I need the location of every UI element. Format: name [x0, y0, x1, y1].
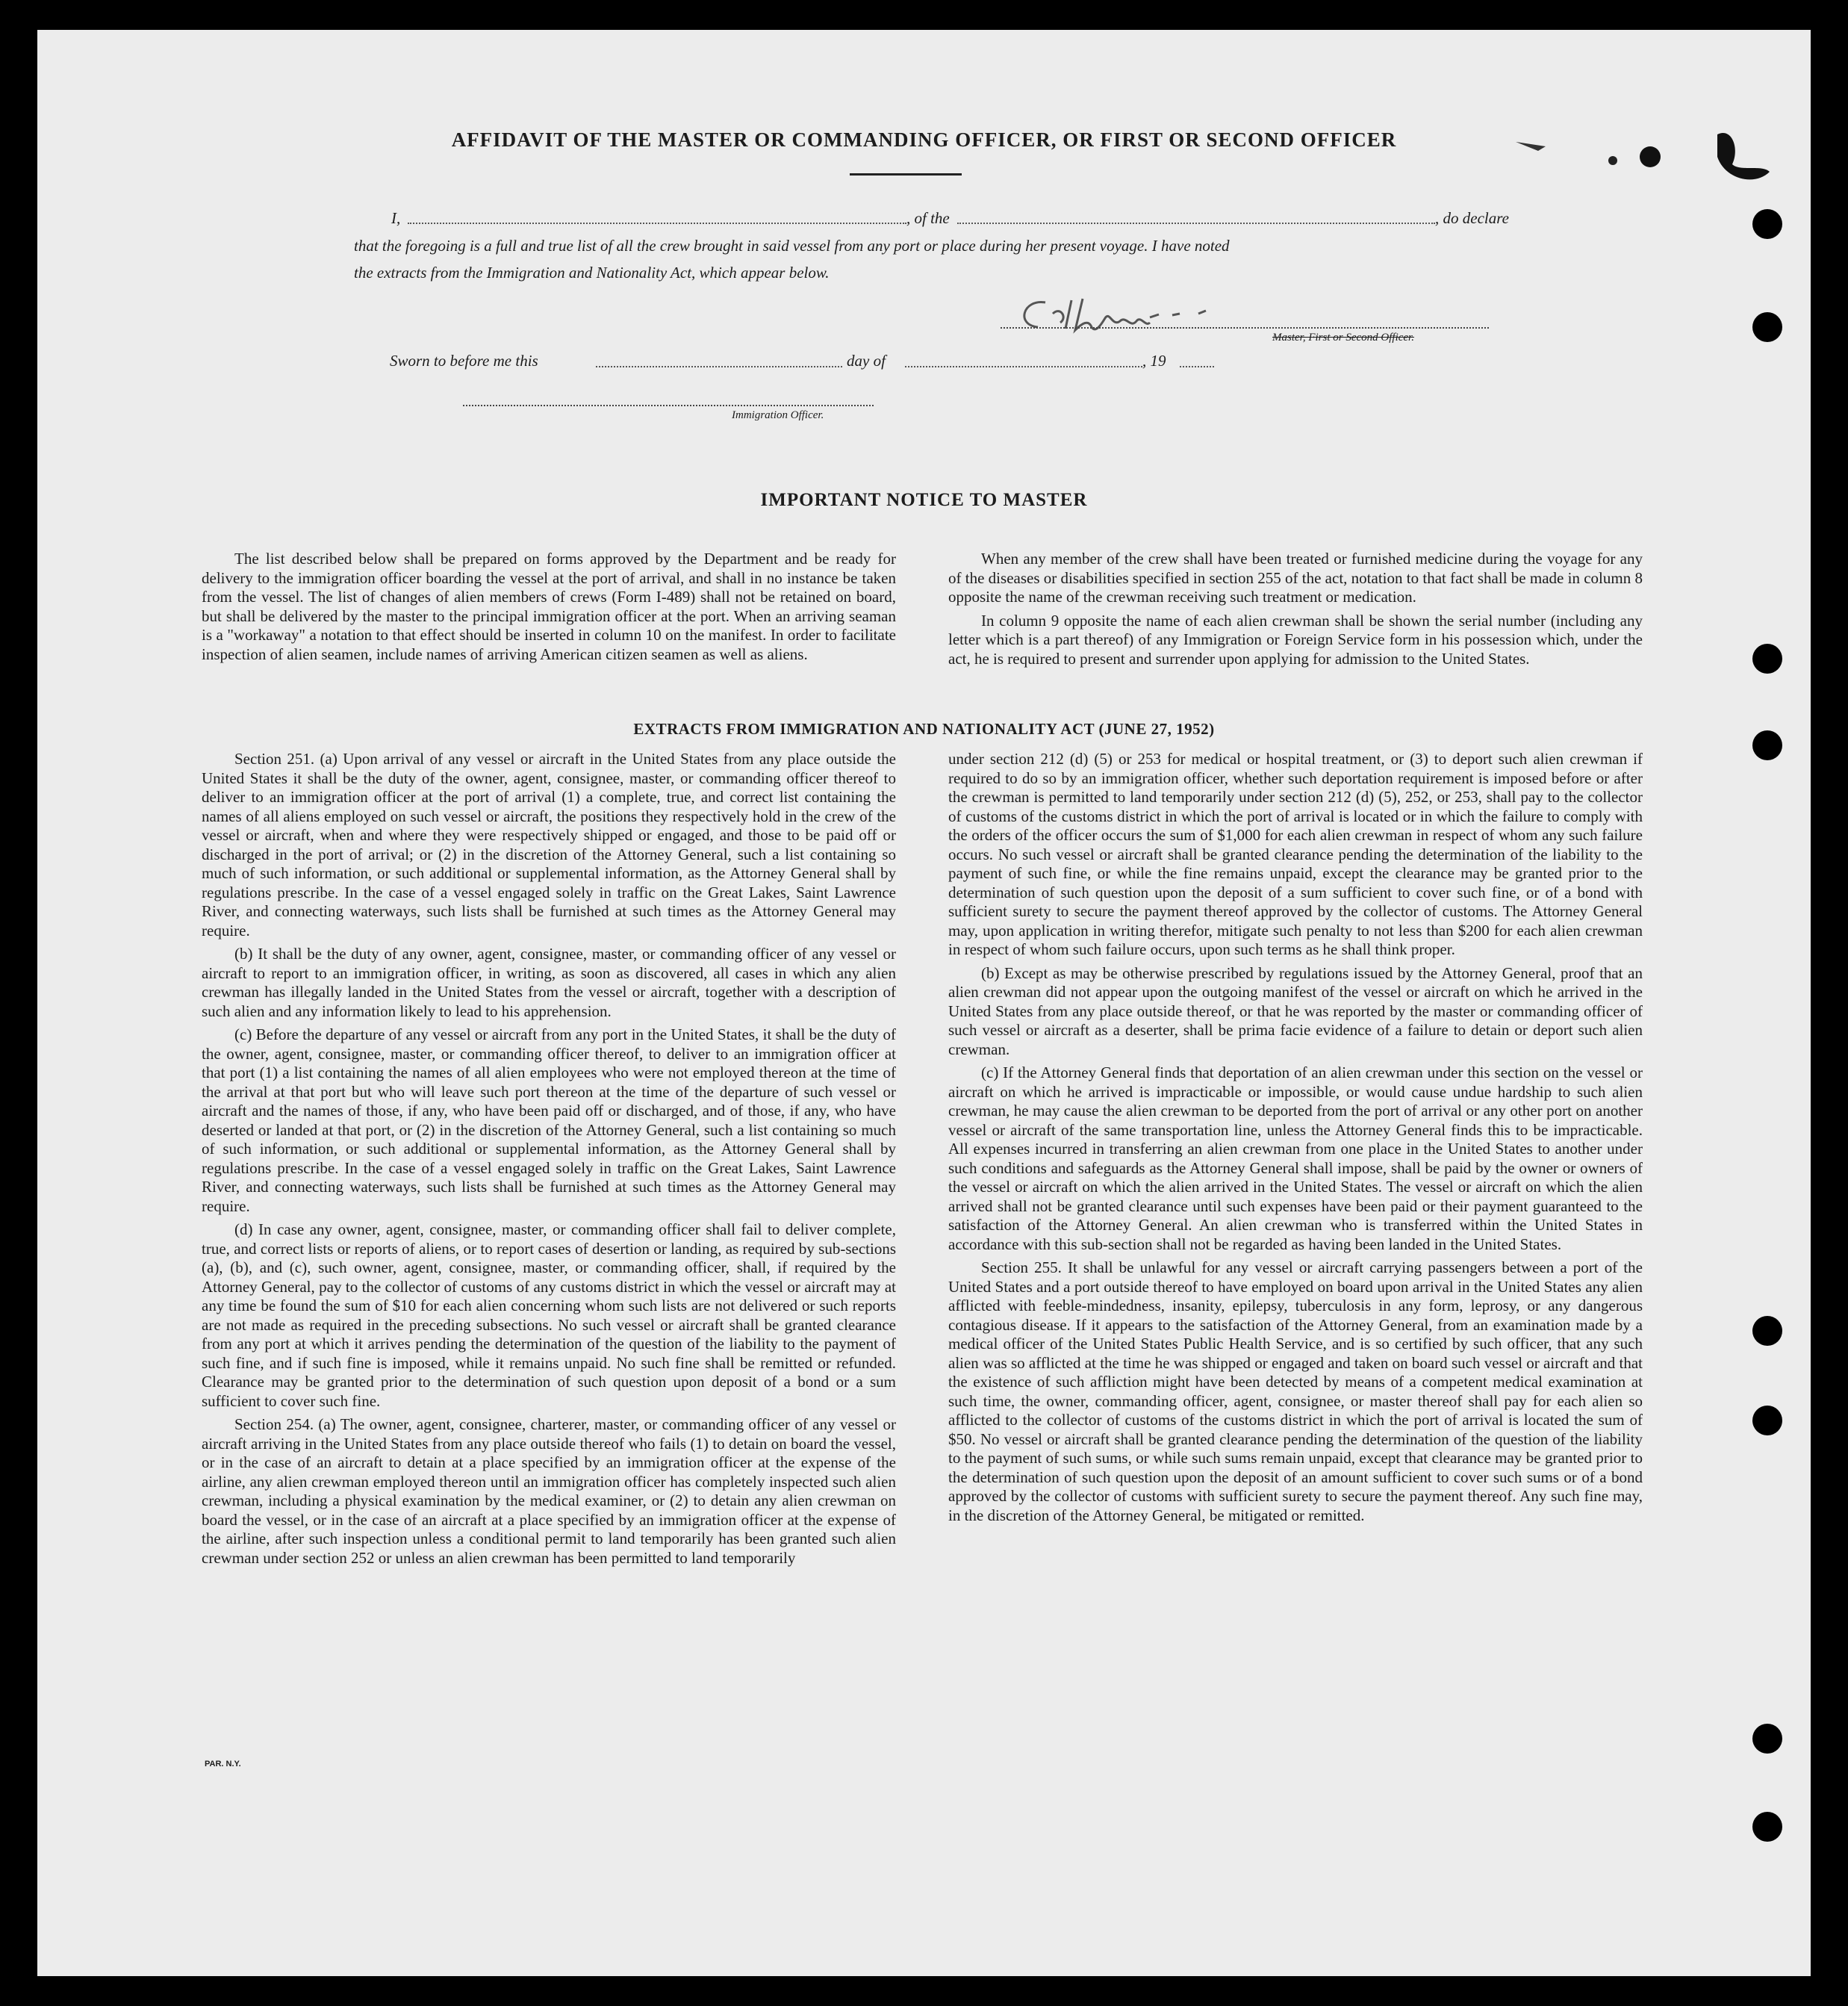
notice-paragraph: The list described below shall be prepared on forms approved by the Department and be ready for delivery to the immigration officer boarding the vessel at the port of arrival, and shall in no instance be taken from the vessel. The list of changes of alien members of crews (Form I-489) shall not be retained on board, but shall be delivered by the master to the principal immigration officer at the port. When an arriving seaman is a "workaway" a notation to that effect should be inserted in column 10 on the manifest. In order to facilitate inspection of alien seamen, include names of arriving American citizen seamen as well as aliens. [202, 550, 896, 663]
notice-paragraph: When any member of the crew shall have been treated or furnished medicine during the voyage for any of the diseases or disabilities specified in section 255 of the act, notation to that fact shall be made in column 8 opposite the name of the crewman receiving such treatment or medication. [948, 550, 1643, 606]
affidavit-statement: that the foregoing is a full and true list of all the crew brought in said vessel from any port or place during her present voyage. I have noted [354, 237, 1230, 255]
sworn-day-field[interactable] [596, 366, 842, 367]
section-251d: (d) In case any owner, agent, consignee, master, or commanding officer shall fail to deliver complete, true, and correct lists or reports of aliens, or to report cases of desertion or landing, as required by sub-sections (a), (b), and (c), such owner, agent, consignee, master, or commanding officer, shall, if required by the Attorney General, pay to the collector of customs of any customs district in which the vessel or aircraft may at any time be found the sum of $10 for each alien concerning whom such lists are not delivered or such reports are not made as required in the preceding subsections. No such vessel or aircraft shall be granted clearance from any port at which it arrives pending the determination of the question of the liability to the payment of such fine, and if such fine is imposed, while it remains unpaid. No such fine shall be remitted or refunded. Clearance may be granted prior to the determination of such question upon deposit of a bond or a sum sufficient to cover such fine. [202, 1220, 896, 1410]
officer-signature-line[interactable] [463, 405, 874, 406]
binder-hole [1752, 1812, 1782, 1842]
affidavit-statement-cont: the extracts from the Immigration and Nationality Act, which appear below. [354, 264, 830, 282]
notice-title: IMPORTANT NOTICE TO MASTER [760, 490, 1088, 510]
sworn-year-field[interactable] [1180, 366, 1214, 367]
section-254b: (b) Except as may be otherwise prescribed by regulations issued by the Attorney General, proof that an alien crewman did not appear upon the outgoing manifest of the vessel or aircraft on which he arrived in the United States from any place outside thereof, or that he was reported by the master or commanding officer of such vessel or aircraft as a deserter, shall be prima facie evidence of a failure to detain or deport such alien crewman. [948, 963, 1643, 1058]
notice-paragraph: In column 9 opposite the name of each alien crewman shall be shown the serial number (including any letter which is a part thereof) of any Immigration or Foreign Service form in his possession which, under the act, he is required to present and surrender upon applying for admission to the United States. [948, 611, 1643, 668]
printer-mark: PAR. N.Y. [205, 1760, 241, 1769]
section-251a: Section 251. (a) Upon arrival of any vessel or aircraft in the United States from any place outside the United States it shall be the duty of the owner, agent, consignee, master, or commanding officer thereof to deliver to an immigration officer at the port of arrival (1) a complete, true, and correct list containing the names of all aliens employed on such vessel or aircraft, the positions they respectively hold in the crew of the vessel or aircraft, when and where they were respectively shipped or engaged, and those to be paid off or discharged in the port of arrival; or (2) in the discretion of the Attorney General, such a list containing so much of such information, or such additional or supplemental information, as the Attorney General shall by regulations prescribe. In the case of a vessel engaged solely in traffic on the Great Lakes, Saint Lawrence River, and connecting waterways, such lists shall be furnished at such times as the Attorney General may require. [202, 750, 896, 940]
section-255: Section 255. It shall be unlawful for any vessel or aircraft carrying passengers between a port of the United States and a port outside thereof to have employed on board upon arrival in the United States any alien afflicted with feeble-mindedness, insanity, epilepsy, tuberculosis in any form, leprosy, or any dangerous contagious disease. If it appears to the satisfaction of the Attorney General, from an examination made by a medical officer of the United States Public Health Service, and is so certified by such officer, that any such alien was so afflicted at the time he was shipped or engaged and taken on board such vessel or aircraft and that the existence of such affliction might have been detected by means of a competent medical examination at such time, the owner, commanding officer, agent, consignee, or master thereof shall pay for each alien so afflicted to the collector of customs of the customs district in which the port of arrival is located the sum of $50. No vessel or aircraft shall be granted clearance pending the determination of the question of the liability to the payment of such sums, or while such sums remain unpaid, except that clearance may be granted prior to the determination of such question upon the deposit of an amount sufficient to cover such sums or of a bond approved by the collector of customs with sufficient surety to secure the payment thereof. Any such fine may, in the discretion of the Attorney General, be mitigated or remitted. [948, 1258, 1643, 1524]
year-prefix: , 19 [1142, 352, 1166, 370]
binder-hole [1752, 1724, 1782, 1754]
sworn-month-field[interactable] [905, 366, 1142, 367]
binder-hole [1752, 1316, 1782, 1346]
title-rule [850, 173, 962, 176]
binder-hole [1752, 209, 1782, 239]
do-declare-label: , do declare [1435, 209, 1509, 227]
document-page [37, 30, 1811, 1976]
section-254c: (c) If the Attorney General finds that deportation of an alien crewman under this section on the vessel or aircraft on which he arrived is impracticable or impossible, or would cause undue hardship to such alien crewman, he may cause the alien crewman to be deported from the port of arrival or any other port on another vessel or aircraft of the same transportation line, unless the Attorney General finds this to be impracticable. All expenses incurred in transferring an alien crewman from one place in the United States to another under such conditions and safeguards as the Attorney General shall impose, shall be paid by the owner or owners of the vessel or aircraft on which the alien arrived in the United States. The vessel or aircraft on which the alien arrived shall not be granted clearance until such expenses have been paid or their payment guaranteed to the satisfaction of the Attorney General. An alien crewman who is transferred within the United States in accordance with this sub-section shall not be regarded as having been landed in the United States. [948, 1063, 1643, 1253]
notice-right-column [948, 550, 1643, 668]
extracts-right-column [948, 750, 1643, 1525]
section-251c: (c) Before the departure of any vessel or aircraft from any port in the United States, it shall be the duty of the owner, agent, consignee, master, or commanding officer thereof, to deliver to an immigration officer at that port (1) a list containing the names of all alien employees who were not employed thereon at the time of the arrival at that port but who will leave such port thereon at the time of the departure of such vessel or aircraft and the names of those, if any, who have been paid off or discharged, and of those, if any, who have deserted or landed at that port, or (2) in the discretion of the Attorney General, such a list containing so much of such information, or such additional or supplemental information, as the Attorney General shall by regulations prescribe. In the case of a vessel engaged solely in traffic on the Great Lakes, Saint Lawrence River, and connecting waterways, such lists shall be furnished at such times as the Attorney General may require. [202, 1025, 896, 1215]
section-251b: (b) It shall be the duty of any owner, agent, consignee, master, or commanding officer of any vessel or aircraft to report to an immigration officer, in writing, as soon as discovered, all cases in which any alien crewman has illegally landed in the United States from the vessel or aircraft, together with a description of such alien and any information likely to lead to his apprehension. [202, 945, 896, 1020]
sworn-label: Sworn to before me this [390, 352, 538, 370]
binder-hole [1752, 1406, 1782, 1435]
extracts-title: EXTRACTS FROM IMMIGRATION AND NATIONALITY ACT (JUNE 27, 1952) [633, 720, 1215, 738]
section-254a-cont: under section 212 (d) (5) or 253 for medical or hospital treatment, or (3) to deport such alien crewman if required to do so by an immigration officer, whether such deportation requirement is imposed before or after the crewman is permitted to land temporarily under section 212 (d) (5), 252, or 253, shall pay to the collector of customs of the customs district in which the port of arrival is located or in which the failure to comply with the orders of the officer occurs the sum of $1,000 for each alien crewman in respect of whom any such failure occurs. No such vessel or aircraft shall be granted clearance pending the determination of the liability to the payment of such fine, or while the fine remains unpaid, except the clearance may be granted prior to the determination of such question upon the deposit of a sum sufficient to cover such fine, or of a bond with sufficient surety to secure the payment thereof approved by the collector of customs. The Attorney General may, upon application in writing therefor, mitigate such penalty to not less than $200 for each alien crewman in respect of whom such failure occurs, upon such terms as he shall think proper. [948, 750, 1643, 958]
section-254a: Section 254. (a) The owner, agent, consignee, charterer, master, or commanding officer of any vessel or aircraft arriving in the United States from any place outside thereof who fails (1) to detain on board the vessel, or in the case of an aircraft to detain at a place specified by an immigration officer at the expense of the airline, any alien crewman employed thereon until an immigration officer has completely inspected such alien crewman, including a physical examination by the medical examiner, or (2) to detain any alien crewman on board the vessel, or in the case of an aircraft at a place specified by an immigration officer at the expense of the airline, after such inspection unless a conditional permit to land temporarily has been granted such alien crewman under section 252 or unless an alien crewman has been permitted to land temporarily [202, 1415, 896, 1567]
name-field[interactable] [408, 223, 906, 224]
binder-hole [1752, 730, 1782, 760]
officer-caption: Immigration Officer. [732, 409, 824, 421]
signature-caption: Master, First or Second Officer. [1272, 332, 1414, 344]
notice-left-column [202, 550, 896, 664]
ink-smudge [1486, 90, 1785, 194]
binder-hole [1752, 312, 1782, 342]
i-label: I, [391, 209, 401, 227]
day-of-label: day of [847, 352, 886, 370]
vessel-field[interactable] [957, 223, 1435, 224]
affidavit-title: AFFIDAVIT OF THE MASTER OR COMMANDING OFFICER, OR FIRST OR SECOND OFFICER [451, 128, 1397, 151]
extracts-left-column [202, 750, 896, 1568]
of-the-label: , of the [906, 209, 950, 227]
signature-line[interactable] [1001, 327, 1489, 329]
binder-hole [1752, 644, 1782, 674]
